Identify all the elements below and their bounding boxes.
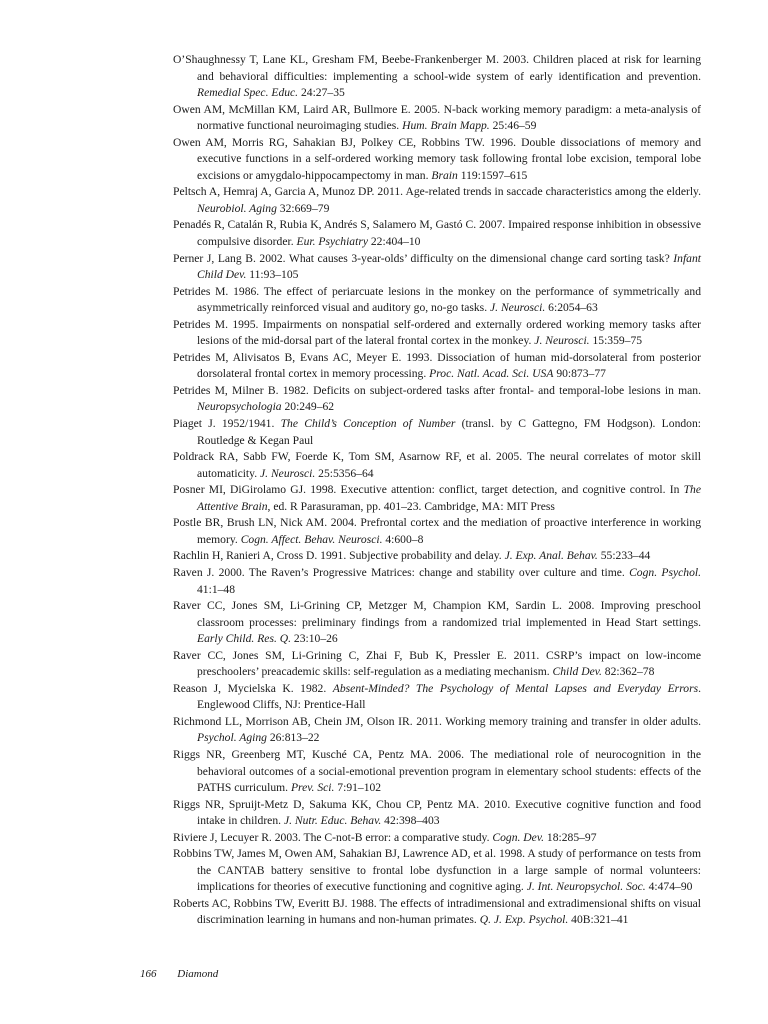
- reference-entry: [173, 317, 701, 350]
- reference-text: 25:5356–64: [315, 466, 374, 480]
- reference-entry: [173, 515, 701, 548]
- reference-entry: [173, 102, 701, 135]
- reference-journal: J. Neurosci.: [260, 466, 316, 480]
- reference-entry: [173, 797, 701, 830]
- reference-text: Raver CC, Jones SM, Li-Grining CP, Metzger M, Champion KM, Sardin L. 2008. Improving preschool classroom processes: preliminary findings from a randomized trial implemented in Head Start settings.: [173, 599, 701, 629]
- reference-text: O’Shaughnessy T, Lane KL, Gresham FM, Beebe-Frankenberger M. 2003. Children placed at risk for learning and behavioral difficulties: implementing a school-wide system of early identification and prevention.: [173, 53, 701, 83]
- reference-entry: [173, 135, 701, 185]
- reference-text: Peltsch A, Hemraj A, Garcia A, Munoz DP. 2011. Age-related trends in saccade characteristics among the elderly.: [173, 185, 701, 199]
- reference-text: Rachlin H, Ranieri A, Cross D. 1991. Subjective probability and delay.: [173, 549, 505, 563]
- reference-text: Posner MI, DiGirolamo GJ. 1998. Executive attention: conflict, target detection, and cognitive control. In: [173, 483, 684, 497]
- reference-text: 82:362–78: [601, 665, 655, 679]
- reference-text: Reason J, Mycielska K. 1982.: [173, 681, 333, 695]
- reference-text: Richmond LL, Morrison AB, Chein JM, Olson IR. 2011. Working memory training and transfer in older adults.: [173, 714, 701, 728]
- reference-journal: Early Child. Res. Q.: [197, 632, 292, 646]
- reference-text: Raven J. 2000. The Raven’s Progressive Matrices: change and stability over culture and time.: [173, 565, 630, 579]
- reference-text: Penadés R, Catalán R, Rubia K, Andrés S, Salamero M, Gastó C. 2007. Impaired response inhibition in obsessive compulsive disorder.: [173, 218, 701, 249]
- reference-text: , ed. R Parasuraman, pp. 401–23. Cambridge, MA: MIT Press: [267, 499, 555, 513]
- reference-entry: [173, 383, 701, 416]
- reference-journal: Brain: [431, 168, 458, 182]
- page-number: 166: [140, 968, 157, 980]
- reference-journal: Hum. Brain Mapp.: [402, 119, 490, 133]
- reference-text: Roberts AC, Robbins TW, Everitt BJ. 1988. The effects of intradimensional and extradimensional shifts on visual discrimination learning in humans and non-human primates.: [173, 896, 701, 927]
- reference-text: 15:359–75: [589, 334, 643, 348]
- reference-journal: The Child’s Conception of Number: [280, 417, 456, 431]
- reference-text: 4:474–90: [645, 880, 693, 894]
- reference-text: 40B:321–41: [568, 913, 629, 927]
- reference-text: Perner J, Lang B. 2002. What causes 3-year-olds’ difficulty on the dimensional change card sorting task?: [173, 251, 674, 265]
- reference-text: 26:813–22: [266, 731, 320, 745]
- reference-text: 6:2054–63: [545, 301, 598, 315]
- reference-text: 32:669–79: [276, 201, 330, 215]
- reference-entry: [173, 747, 701, 797]
- reference-journal: Prev. Sci.: [290, 781, 335, 795]
- reference-journal: Proc. Natl. Acad. Sci. USA: [429, 367, 554, 381]
- reference-journal: Child Dev.: [552, 665, 602, 679]
- reference-journal: J. Exp. Anal. Behav.: [504, 549, 598, 563]
- reference-journal: Q. J. Exp. Psychol.: [479, 913, 569, 927]
- reference-text: 4:600–8: [382, 532, 424, 546]
- reference-journal: J. Neurosci.: [534, 334, 590, 348]
- reference-entry: [173, 284, 701, 317]
- reference-journal: Cogn. Psychol.: [629, 565, 701, 579]
- reference-entry: [173, 830, 701, 847]
- reference-entry: [173, 52, 701, 102]
- reference-journal: Remedial Spec. Educ.: [197, 86, 299, 100]
- reference-text: 7:91–102: [334, 781, 382, 795]
- reference-text: 41:1–48: [197, 582, 236, 596]
- reference-entry: [173, 217, 701, 250]
- reference-entry: [173, 648, 701, 681]
- reference-text: Riviere J, Lecuyer R. 2003. The C-not-B error: a comparative study.: [173, 830, 493, 844]
- reference-text: 11:93–105: [246, 268, 299, 282]
- reference-journal: Infant Child Dev.: [197, 251, 701, 282]
- reference-entry: [173, 896, 701, 929]
- reference-journal: The Attentive Brain: [197, 483, 701, 513]
- reference-entry: [173, 565, 701, 598]
- reference-entry: [173, 598, 701, 648]
- reference-journal: Cogn. Affect. Behav. Neurosci.: [240, 532, 383, 546]
- reference-text: Riggs NR, Greenberg MT, Kusché CA, Pentz MA. 2006. The mediational role of neurocognition in the behavioral outcomes of a social-emotional prevention program in elementary school students: effects of the PATHS curriculum.: [173, 747, 701, 795]
- reference-text: Petrides M. 1995. Impairments on nonspatial self-ordered and externally ordered working memory tasks after lesions of the mid-dorsal part of the lateral frontal cortex in the monkey.: [173, 317, 701, 348]
- reference-text: 20:249–62: [281, 400, 335, 414]
- reference-entry: [173, 184, 701, 217]
- reference-entry: [173, 548, 701, 565]
- reference-text: Owen AM, Morris RG, Sahakian BJ, Polkey CE, Robbins TW. 1996. Double dissociations of memory and executive functions in a self-ordered working memory task following frontal lobe excision, temporal lobe excisions or amygdalo-hippocampectomy in man.: [173, 135, 701, 182]
- reference-text: Raver CC, Jones SM, Li-Grining C, Zhai F, Bub K, Pressler E. 2011. CSRP’s impact on low-income preschoolers’ preacademic skills: self-regulation as a mediating mechanism.: [173, 648, 701, 679]
- reference-entry: [173, 482, 701, 515]
- reference-entry: [173, 846, 701, 896]
- reference-journal: Psychol. Aging: [197, 731, 267, 745]
- reference-entry: [173, 714, 701, 747]
- reference-text: 55:233–44: [597, 549, 651, 563]
- reference-text: 90:873–77: [553, 367, 606, 381]
- reference-text: Poldrack RA, Sabb FW, Foerde K, Tom SM, Asarnow RF, et al. 2005. The neural correlates of motor skill automaticity.: [173, 450, 701, 480]
- reference-journal: Neuropsychologia: [197, 400, 282, 414]
- reference-text: 119:1597–615: [457, 168, 528, 182]
- reference-text: (transl. by C Gattegno, FM Hodgson). London: Routledge & Kegan Paul: [197, 417, 701, 447]
- reference-text: Petrides M, Alivisatos B, Evans AC, Meyer E. 1993. Dissociation of human mid-dorsolateral from posterior dorsolateral frontal cortex in memory processing.: [173, 350, 701, 381]
- reference-entry: [173, 416, 701, 449]
- reference-text: Piaget J. 1952/1941.: [173, 417, 281, 431]
- running-head: Diamond: [177, 968, 219, 980]
- reference-list: [173, 52, 701, 929]
- reference-journal: Cogn. Dev.: [492, 830, 545, 844]
- reference-text: Postle BR, Brush LN, Nick AM. 2004. Prefrontal cortex and the mediation of proactive interference in working memory.: [173, 516, 701, 546]
- reference-entry: [173, 681, 701, 714]
- reference-text: Petrides M, Milner B. 1982. Deficits on subject-ordered tasks after frontal- and temporal-lobe lesions in man.: [173, 383, 701, 397]
- reference-text: 25:46–59: [489, 119, 537, 133]
- reference-journal: J. Nutr. Educ. Behav.: [283, 814, 382, 828]
- reference-entry: [173, 251, 701, 284]
- reference-text: Petrides M. 1986. The effect of periarcuate lesions in the monkey on the performance of symmetrically and asymmetrically reinforced visual and auditory go, no-go tasks.: [173, 284, 701, 315]
- reference-entry: [173, 350, 701, 383]
- page-footer: [140, 968, 218, 980]
- reference-entry: [173, 449, 701, 482]
- reference-text: Robbins TW, James M, Owen AM, Sahakian BJ, Lawrence AD, et al. 1998. A study of performance on tests from the CANTAB battery sensitive to frontal lobe dysfunction in a large sample of normal volunteers: implications for theories of executive functioning and cognitive aging.: [173, 847, 701, 894]
- reference-text: 42:398–403: [381, 814, 440, 828]
- reference-text: 22:404–10: [367, 235, 421, 249]
- reference-text: 23:10–26: [291, 632, 338, 646]
- reference-text: 24:27–35: [298, 86, 345, 100]
- reference-journal: Neurobiol. Aging: [197, 201, 277, 215]
- reference-text: 18:285–97: [544, 830, 597, 844]
- reference-text: Riggs NR, Spruijt-Metz D, Sakuma KK, Chou CP, Pentz MA. 2010. Executive cognitive function and food intake in children.: [173, 797, 701, 828]
- reference-text: . Englewood Cliffs, NJ: Prentice-Hall: [197, 681, 702, 712]
- reference-journal: Eur. Psychiatry: [296, 235, 368, 249]
- reference-journal: J. Int. Neuropsychol. Soc.: [526, 880, 646, 894]
- reference-text: Owen AM, McMillan KM, Laird AR, Bullmore E. 2005. N-back working memory paradigm: a meta-analysis of normative functional neuroimaging studies.: [173, 102, 701, 133]
- reference-journal: Absent-Minded? The Psychology of Mental Lapses and Everyday Errors: [332, 681, 699, 695]
- reference-journal: J. Neurosci.: [490, 301, 546, 315]
